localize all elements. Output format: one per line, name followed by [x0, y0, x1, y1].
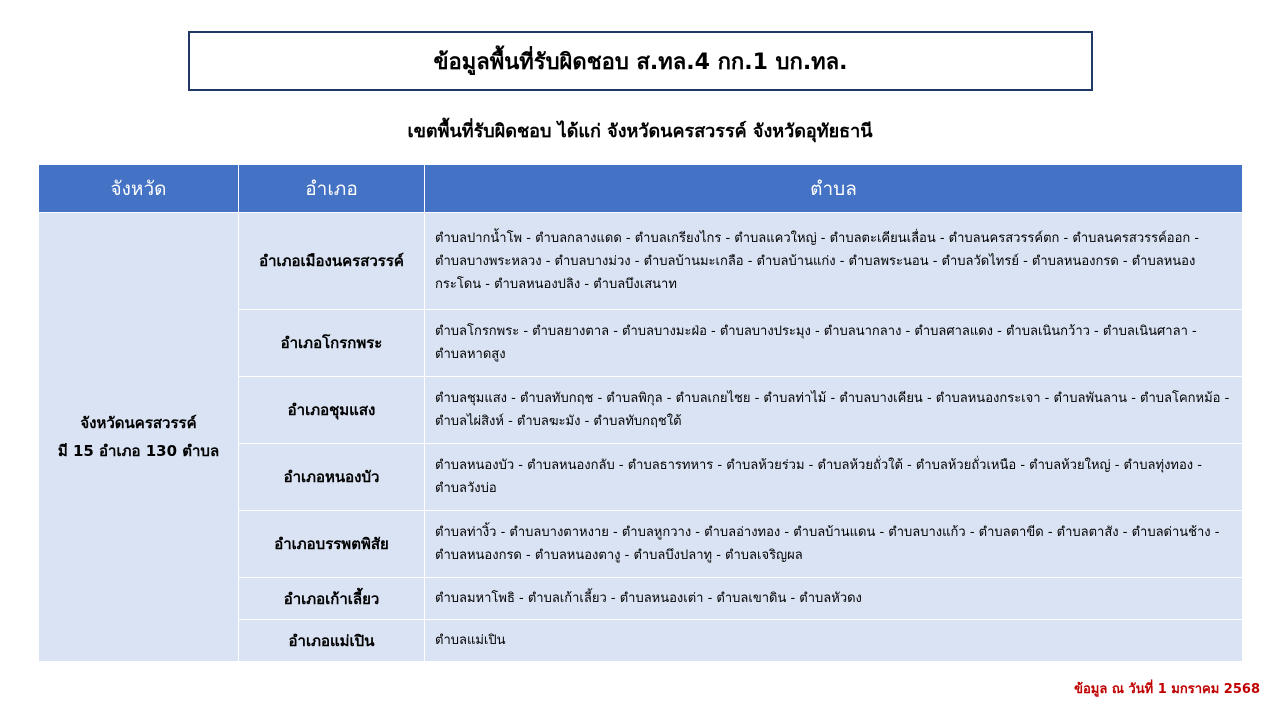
header-province: จังหวัด: [39, 165, 239, 213]
subdistrict-cell: ตำบลมหาโพธิ - ตำบลเก้าเลี้ยว - ตำบลหนองเต่า - ตำบลเขาดิน - ตำบลหัวดง: [425, 578, 1243, 620]
page-subtitle: เขตพื้นที่รับผิดชอบ ได้แก่ จังหวัดนครสวรรค์ จังหวัดอุทัยธานี: [407, 121, 873, 142]
header-district: อำเภอ: [239, 165, 425, 213]
page-title-box: [188, 31, 1093, 91]
subdistrict-cell: ตำบลหนองบัว - ตำบลหนองกลับ - ตำบลธารทหาร - ตำบลห้วยร่วม - ตำบลห้วยถั่วใต้ - ตำบลห้วยถั่วเหนือ - ตำบลห้วยใหญ่ - ตำบลทุ่งทอง - ตำบลวังบ่อ: [425, 444, 1243, 511]
district-cell: อำเภอชุมแสง: [239, 377, 425, 444]
subdistrict-cell: ตำบลชุมแสง - ตำบลทับกฤช - ตำบลพิกุล - ตำบลเกยไชย - ตำบลท่าไม้ - ตำบลบางเคียน - ตำบลหนองกระเจา - ตำบลพันลาน - ตำบลโคกหม้อ - ตำบลไผ่สิงห์ - ตำบลฆะมัง - ตำบลทับกฤชใต้: [425, 377, 1243, 444]
district-cell: อำเภอบรรพตพิสัย: [239, 511, 425, 578]
subdistrict-cell: ตำบลโกรกพระ - ตำบลยางตาล - ตำบลบางมะฝ่อ - ตำบลบางประมุง - ตำบลนากลาง - ตำบลศาลแดง - ตำบลเนินกว้าว - ตำบลเนินศาลา - ตำบลหาดสูง: [425, 310, 1243, 377]
subdistrict-cell: ตำบลปากน้ำโพ - ตำบลกลางแดด - ตำบลเกรียงไกร - ตำบลแควใหญ่ - ตำบลตะเคียนเลื่อน - ตำบลนครสวรรค์ตก - ตำบลนครสวรรค์ออก - ตำบลบางพระหลวง - ตำบลบางม่วง - ตำบลบ้านมะเกลือ - ตำบลบ้านแก่ง - ตำบลพระนอน - ตำบลวัดไทรย์ - ตำบลหนองกรด - ตำบลหนองกระโดน - ตำบลหนองปลิง - ตำบลบึงเสนาท: [425, 213, 1243, 310]
district-cell: อำเภอเก้าเลี้ยว: [239, 578, 425, 620]
table-header-row: [39, 165, 1243, 213]
province-summary: มี 15 อำเภอ 130 ตำบล: [57, 442, 220, 460]
district-cell: อำเภอโกรกพระ: [239, 310, 425, 377]
page-title: ข้อมูลพื้นที่รับผิดชอบ ส.ทล.4 กก.1 บก.ทล.: [433, 49, 848, 75]
data-date-footnote: ข้อมูล ณ วันที่ 1 มกราคม 2568: [1074, 682, 1260, 697]
table-row: [39, 213, 1243, 310]
header-subdistrict: ตำบล: [425, 165, 1243, 213]
province-name: จังหวัดนครสวรรค์: [80, 414, 197, 432]
district-cell: อำเภอแม่เปิน: [239, 620, 425, 662]
province-cell: [39, 213, 239, 662]
district-cell: อำเภอหนองบัว: [239, 444, 425, 511]
district-cell: อำเภอเมืองนครสวรรค์: [239, 213, 425, 310]
subdistrict-cell: ตำบลแม่เปิน: [425, 620, 1243, 662]
responsibility-area-table: [38, 164, 1243, 662]
subdistrict-cell: ตำบลท่างิ้ว - ตำบลบางตาหงาย - ตำบลหูกวาง - ตำบลอ่างทอง - ตำบลบ้านแดน - ตำบลบางแก้ว - ตำบลตาขีด - ตำบลตาสัง - ตำบลด่านช้าง - ตำบลหนองกรด - ตำบลหนองตางู - ตำบลบึงปลาทู - ตำบลเจริญผล: [425, 511, 1243, 578]
